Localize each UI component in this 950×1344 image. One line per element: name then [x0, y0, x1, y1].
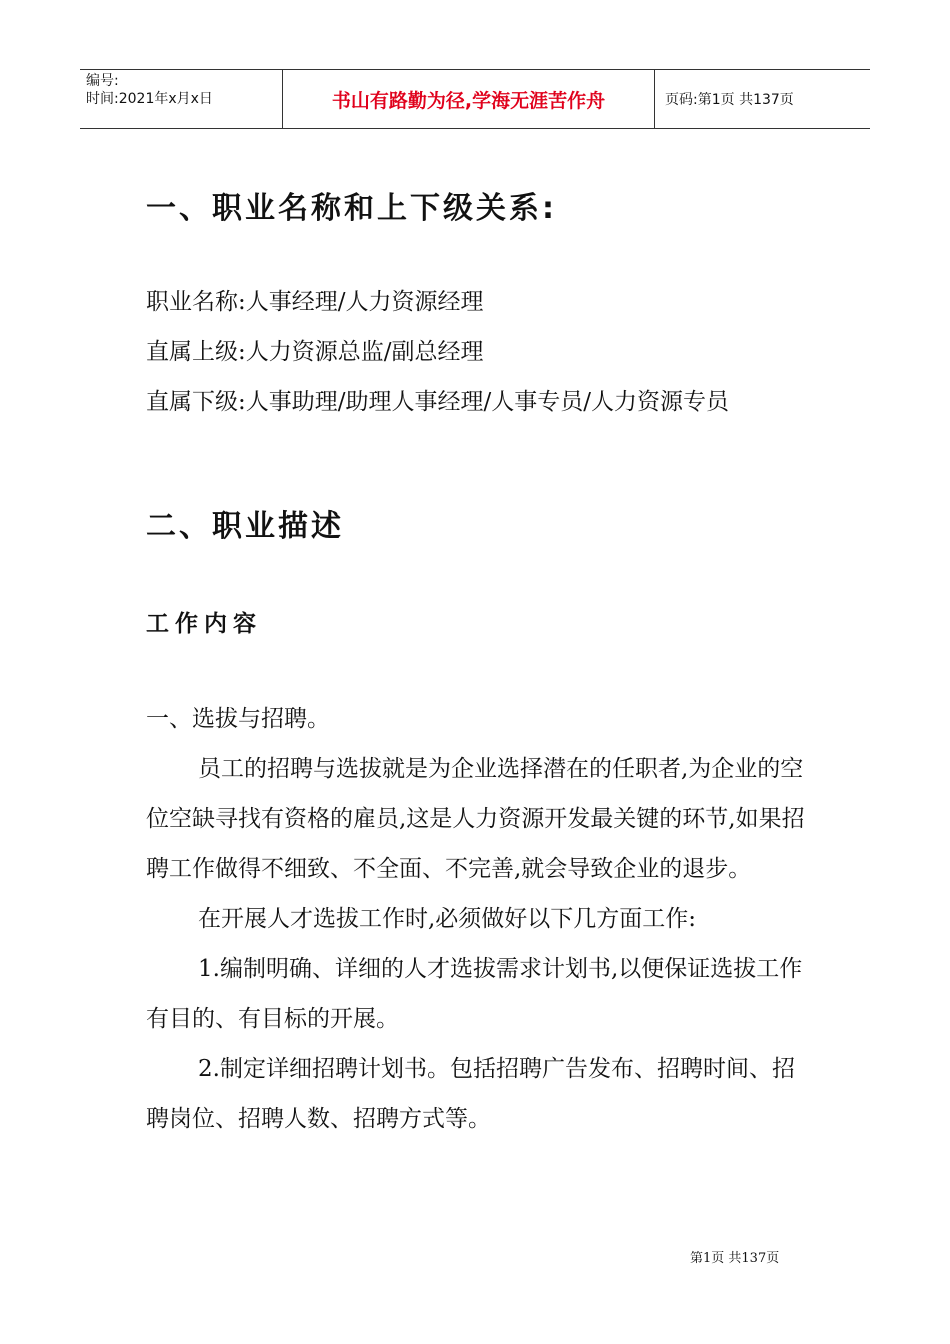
paragraph: 1.编制明确、详细的人才选拔需求计划书,以便保证选拔工作有目的、有目标的开展。 — [146, 956, 803, 1032]
section2-title: 二、职业描述 — [146, 509, 344, 544]
item-title: 一、选拔与招聘。 — [146, 706, 330, 732]
paragraph: 员工的招聘与选拔就是为企业选择潜在的任职者,为企业的空位空缺寻找有资格的雇员,这是人力资源开发最关键的环节,如果招聘工作做得不细致、不全面、不完善,就会导致企业的退步。 — [146, 756, 805, 882]
page-header — [80, 69, 870, 129]
section1-lines — [146, 277, 811, 427]
paragraph: 在开展人才选拔工作时,必须做好以下几方面工作: — [198, 906, 697, 932]
work-content-subtitle: 工作内容 — [146, 611, 262, 637]
header-meta — [80, 70, 282, 128]
footer-page-number: 第1页 共137页 — [690, 1251, 780, 1266]
superior-line: 直属上级:人力资源总监/副总经理 — [146, 339, 484, 365]
section1-title: 一、职业名称和上下级关系: — [146, 191, 557, 226]
section2-body — [146, 694, 811, 1144]
header-page-label: 页码:第1页 共137页 — [665, 92, 794, 108]
subordinate-line: 直属下级:人事助理/助理人事经理/人事专员/人力资源专员 — [146, 389, 729, 415]
number-label: 编号: — [86, 73, 119, 89]
paragraph: 2.制定详细招聘计划书。包括招聘广告发布、招聘时间、招聘岗位、招聘人数、招聘方式等。 — [146, 1056, 795, 1132]
time-label: 时间:2021年x月x日 — [86, 91, 213, 107]
header-motto: 书山有路勤为径,学海无涯苦作舟 — [282, 70, 655, 128]
job-title-line: 职业名称:人事经理/人力资源经理 — [146, 289, 484, 315]
